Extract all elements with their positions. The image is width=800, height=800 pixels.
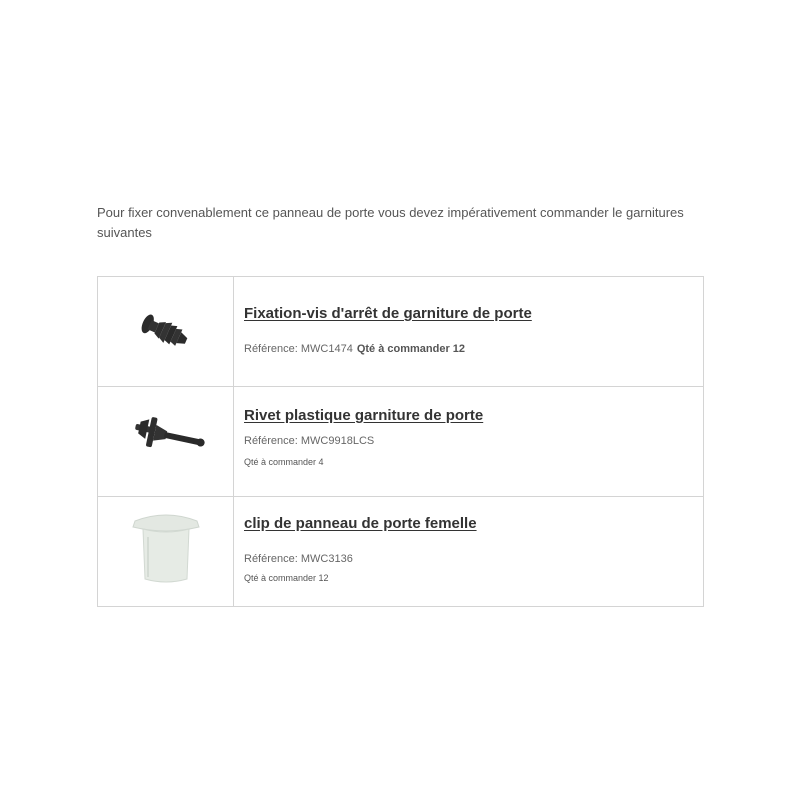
part-info-cell [234, 387, 704, 497]
table-row [98, 277, 704, 387]
part-reference [244, 343, 465, 355]
part-image-cell [98, 497, 234, 607]
part-title-link[interactable]: Fixation-vis d'arrêt de garniture de porte [244, 305, 532, 322]
intro-paragraph: Pour fixer convenablement ce panneau de porte vous devez impérativement commander le garnitures suivantes [97, 205, 684, 240]
part-reference: Référence: MWC3136 [244, 553, 353, 565]
part-info-cell [234, 497, 704, 607]
quantity-text: Qté à commander 12 [356, 343, 466, 355]
part-image-cell [98, 387, 234, 497]
part-reference: Référence: MWC9918LCS [244, 435, 375, 447]
part-info-cell [234, 277, 704, 387]
part-title-link[interactable]: Rivet plastique garniture de porte [244, 407, 484, 424]
screw-icon [98, 277, 233, 386]
quantity-text: Qté à commander 4 [244, 457, 324, 467]
quantity-text: Qté à commander 12 [244, 573, 329, 583]
reference-text: Référence: MWC1474 [244, 343, 353, 355]
parts-table [97, 276, 704, 607]
clip-icon [98, 497, 233, 606]
part-title-link[interactable]: clip de panneau de porte femelle [244, 515, 477, 532]
rivet-icon [98, 387, 233, 496]
table-row [98, 497, 704, 607]
part-image-cell [98, 277, 234, 387]
table-row [98, 387, 704, 497]
